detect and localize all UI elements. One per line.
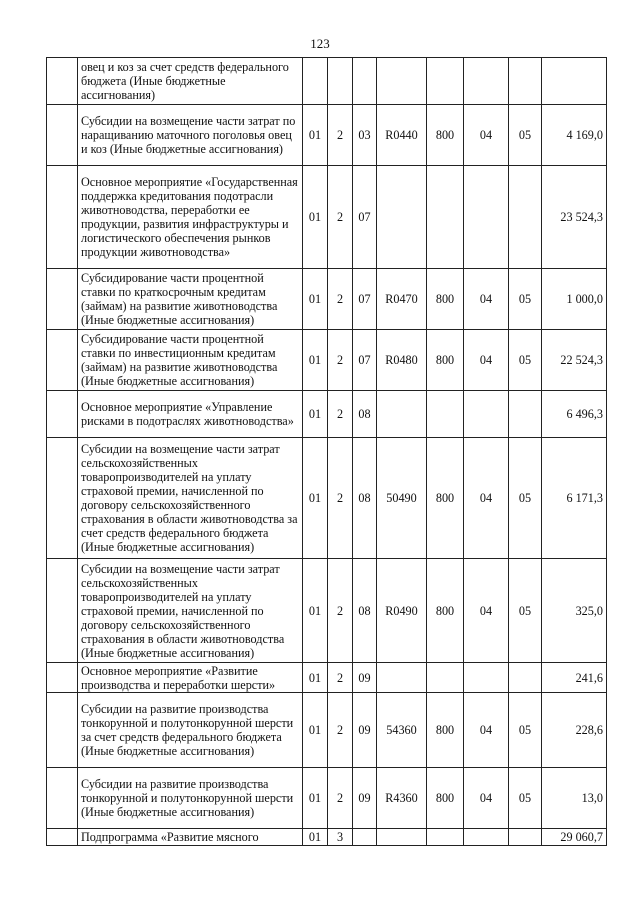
table-row: [47, 166, 607, 269]
expense-type-cell: 800: [427, 105, 464, 166]
subprogram-code-cell: 2: [328, 269, 353, 330]
subsection-cell: 05: [509, 105, 542, 166]
subsection-cell: 05: [509, 559, 542, 663]
direction-code-cell: [377, 391, 427, 438]
subsection-cell: 05: [509, 693, 542, 768]
section-cell: [464, 829, 509, 846]
subprogram-code-cell: [328, 58, 353, 105]
amount-cell: 29 060,7: [542, 829, 607, 846]
amount-cell: [542, 58, 607, 105]
direction-code-cell: R0440: [377, 105, 427, 166]
section-cell: 04: [464, 330, 509, 391]
row-index-cell: [47, 166, 78, 269]
program-code-cell: 01: [303, 166, 328, 269]
activity-code-cell: 09: [353, 663, 377, 693]
table-row: [47, 768, 607, 829]
subsection-cell: [509, 663, 542, 693]
table-row: [47, 663, 607, 693]
activity-code-cell: 08: [353, 438, 377, 559]
row-index-cell: [47, 768, 78, 829]
table-row: [47, 693, 607, 768]
expense-type-cell: 800: [427, 269, 464, 330]
section-cell: 04: [464, 693, 509, 768]
direction-code-cell: 54360: [377, 693, 427, 768]
item-name-cell: овец и коз за счет средств федерального бюджета (Иные бюджетные ассигнования): [78, 58, 303, 105]
section-cell: 04: [464, 768, 509, 829]
amount-cell: 1 000,0: [542, 269, 607, 330]
table-row: [47, 438, 607, 559]
amount-cell: 325,0: [542, 559, 607, 663]
subprogram-code-cell: 2: [328, 391, 353, 438]
expense-type-cell: 800: [427, 559, 464, 663]
direction-code-cell: R0490: [377, 559, 427, 663]
subprogram-code-cell: 2: [328, 768, 353, 829]
subprogram-code-cell: 2: [328, 105, 353, 166]
item-name-cell: Субсидирование части процентной ставки по инвестиционным кредитам (займам) на развитие животноводства (Иные бюджетные ассигнования): [78, 330, 303, 391]
item-name-cell: Субсидирование части процентной ставки по краткосрочным кредитам (займам) на развитие животноводства (Иные бюджетные ассигнования): [78, 269, 303, 330]
row-index-cell: [47, 391, 78, 438]
program-code-cell: 01: [303, 105, 328, 166]
amount-cell: 228,6: [542, 693, 607, 768]
row-index-cell: [47, 829, 78, 846]
direction-code-cell: R0480: [377, 330, 427, 391]
activity-code-cell: [353, 58, 377, 105]
activity-code-cell: [353, 829, 377, 846]
table-row: [47, 105, 607, 166]
row-index-cell: [47, 438, 78, 559]
amount-cell: 23 524,3: [542, 166, 607, 269]
program-code-cell: [303, 58, 328, 105]
subsection-cell: [509, 391, 542, 438]
item-name-cell: Субсидии на развитие производства тонкорунной и полутонкорунной шерсти за счет средств федерального бюджета (Иные бюджетные ассигнования): [78, 693, 303, 768]
expense-type-cell: 800: [427, 768, 464, 829]
item-name-cell: Субсидии на возмещение части затрат сельскохозяйственных товаропроизводителей на уплату страховой премии, начисленной по договору сельскохозяйственного страхования в области животноводства (Иные бюджетные ассигнования): [78, 559, 303, 663]
table-row: [47, 330, 607, 391]
row-index-cell: [47, 58, 78, 105]
program-code-cell: 01: [303, 559, 328, 663]
activity-code-cell: 09: [353, 768, 377, 829]
amount-cell: 13,0: [542, 768, 607, 829]
direction-code-cell: [377, 829, 427, 846]
direction-code-cell: R4360: [377, 768, 427, 829]
table-row: [47, 559, 607, 663]
activity-code-cell: 07: [353, 166, 377, 269]
table-row: [47, 391, 607, 438]
subprogram-code-cell: 2: [328, 663, 353, 693]
expense-type-cell: [427, 166, 464, 269]
row-index-cell: [47, 269, 78, 330]
direction-code-cell: R0470: [377, 269, 427, 330]
direction-code-cell: [377, 663, 427, 693]
direction-code-cell: 50490: [377, 438, 427, 559]
activity-code-cell: 07: [353, 269, 377, 330]
item-name-cell: Основное мероприятие «Управление рисками в подотраслях животноводства»: [78, 391, 303, 438]
section-cell: 04: [464, 438, 509, 559]
item-name-cell: Субсидии на развитие производства тонкорунной и полутонкорунной шерсти (Иные бюджетные ассигнования): [78, 768, 303, 829]
subprogram-code-cell: 2: [328, 330, 353, 391]
subsection-cell: 05: [509, 768, 542, 829]
subsection-cell: [509, 829, 542, 846]
program-code-cell: 01: [303, 391, 328, 438]
page-number: 123: [310, 36, 330, 51]
subprogram-code-cell: 2: [328, 693, 353, 768]
activity-code-cell: 03: [353, 105, 377, 166]
program-code-cell: 01: [303, 693, 328, 768]
section-cell: [464, 391, 509, 438]
direction-code-cell: [377, 166, 427, 269]
expense-type-cell: [427, 663, 464, 693]
program-code-cell: 01: [303, 829, 328, 846]
row-index-cell: [47, 330, 78, 391]
expense-type-cell: 800: [427, 438, 464, 559]
section-cell: 04: [464, 269, 509, 330]
activity-code-cell: 09: [353, 693, 377, 768]
direction-code-cell: [377, 58, 427, 105]
amount-cell: 4 169,0: [542, 105, 607, 166]
activity-code-cell: 08: [353, 559, 377, 663]
subsection-cell: [509, 58, 542, 105]
expense-type-cell: 800: [427, 693, 464, 768]
table-row: [47, 829, 607, 846]
item-name-cell: Субсидии на возмещение части затрат сельскохозяйственных товаропроизводителей на уплату страховой премии, начисленной по договору сельскохозяйственного страхования в области животноводства за счет средств федерального бюджета (Иные бюджетные ассигнования): [78, 438, 303, 559]
amount-cell: 22 524,3: [542, 330, 607, 391]
item-name-cell: Подпрограмма «Развитие мясного: [78, 829, 303, 846]
activity-code-cell: 08: [353, 391, 377, 438]
expense-type-cell: 800: [427, 330, 464, 391]
item-name-cell: Основное мероприятие «Государственная поддержка кредитования подотрасли животноводства, переработки ее продукции, развития инфраструктуры и логистического обеспечения рынков продукции животноводства»: [78, 166, 303, 269]
subsection-cell: 05: [509, 438, 542, 559]
row-index-cell: [47, 663, 78, 693]
section-cell: 04: [464, 559, 509, 663]
subsection-cell: 05: [509, 330, 542, 391]
subsection-cell: 05: [509, 269, 542, 330]
subsection-cell: [509, 166, 542, 269]
amount-cell: 241,6: [542, 663, 607, 693]
subprogram-code-cell: 2: [328, 438, 353, 559]
program-code-cell: 01: [303, 269, 328, 330]
activity-code-cell: 07: [353, 330, 377, 391]
item-name-cell: Субсидии на возмещение части затрат по наращиванию маточного поголовья овец и коз (Иные бюджетные ассигнования): [78, 105, 303, 166]
amount-cell: 6 171,3: [542, 438, 607, 559]
section-cell: [464, 58, 509, 105]
expense-type-cell: [427, 829, 464, 846]
budget-table: [46, 57, 607, 846]
expense-type-cell: [427, 58, 464, 105]
row-index-cell: [47, 693, 78, 768]
section-cell: 04: [464, 105, 509, 166]
program-code-cell: 01: [303, 768, 328, 829]
subprogram-code-cell: 2: [328, 559, 353, 663]
expense-type-cell: [427, 391, 464, 438]
amount-cell: 6 496,3: [542, 391, 607, 438]
item-name-cell: Основное мероприятие «Развитие производства и переработки шерсти»: [78, 663, 303, 693]
program-code-cell: 01: [303, 663, 328, 693]
subprogram-code-cell: 3: [328, 829, 353, 846]
table-row: [47, 58, 607, 105]
subprogram-code-cell: 2: [328, 166, 353, 269]
row-index-cell: [47, 559, 78, 663]
table-row: [47, 269, 607, 330]
program-code-cell: 01: [303, 438, 328, 559]
program-code-cell: 01: [303, 330, 328, 391]
section-cell: [464, 166, 509, 269]
row-index-cell: [47, 105, 78, 166]
section-cell: [464, 663, 509, 693]
